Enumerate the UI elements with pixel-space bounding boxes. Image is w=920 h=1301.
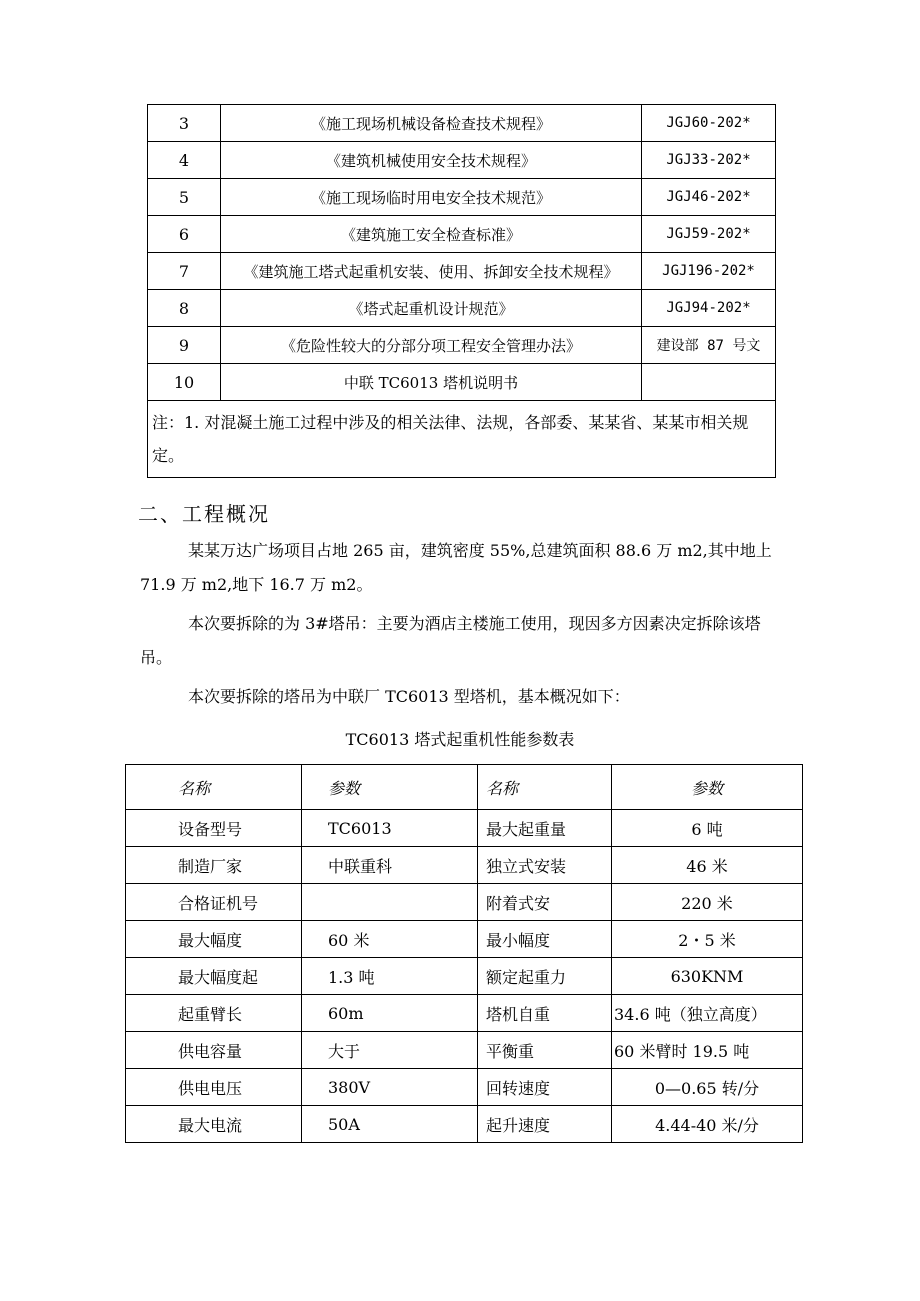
- parameter-value: 2・5 米: [612, 921, 803, 958]
- parameters-row: [126, 1069, 803, 1106]
- parameter-value: 50A: [302, 1106, 478, 1143]
- overview-paragraph-3: 本次要拆除的塔吊为中联厂 TC6013 型塔机，基本概况如下：: [188, 687, 630, 706]
- standards-row: [148, 290, 776, 327]
- parameter-name: 独立式安装: [478, 847, 612, 884]
- parameter-name: 起升速度: [478, 1106, 612, 1143]
- parameters-row: [126, 921, 803, 958]
- standard-title: 《施工现场临时用电安全技术规范》: [221, 179, 642, 216]
- parameter-name: 塔机自重: [478, 995, 612, 1032]
- parameter-value: 1.3 吨: [302, 958, 478, 995]
- parameter-value: 0—0.65 转/分: [612, 1069, 803, 1106]
- parameter-value: 中联重科: [302, 847, 478, 884]
- standard-code: JGJ46-202*: [642, 179, 776, 216]
- standard-title: 《建筑施工安全检查标准》: [221, 216, 642, 253]
- standard-number: 8: [148, 290, 221, 327]
- standard-title: 《建筑机械使用安全技术规程》: [221, 142, 642, 179]
- standard-number: 9: [148, 327, 221, 364]
- parameter-name: 最大起重量: [478, 810, 612, 847]
- standards-row: [148, 216, 776, 253]
- parameter-name: 合格证机号: [126, 884, 302, 921]
- parameter-value: 6 吨: [612, 810, 803, 847]
- parameters-row: [126, 884, 803, 921]
- standard-number: 10: [148, 364, 221, 401]
- parameter-value: 34.6 吨（独立高度）: [612, 995, 803, 1032]
- standards-row: [148, 253, 776, 290]
- parameters-header-cell: 参数: [612, 765, 803, 810]
- standards-note-row: [148, 401, 776, 478]
- standard-title: 《危险性较大的分部分项工程安全管理办法》: [221, 327, 642, 364]
- parameter-value: 4.44-40 米/分: [612, 1106, 803, 1143]
- parameters-row: [126, 1106, 803, 1143]
- parameter-name: 额定起重力: [478, 958, 612, 995]
- parameters-table: [125, 764, 803, 1143]
- parameter-value: 380V: [302, 1069, 478, 1106]
- parameter-value: 60m: [302, 995, 478, 1032]
- parameters-header-cell: 名称: [478, 765, 612, 810]
- parameters-row: [126, 810, 803, 847]
- parameters-row: [126, 958, 803, 995]
- parameter-name: 起重臂长: [126, 995, 302, 1032]
- parameter-name: 最小幅度: [478, 921, 612, 958]
- standard-title: 中联 TC6013 塔机说明书: [221, 364, 642, 401]
- parameter-value: 60 米: [302, 921, 478, 958]
- parameters-header-cell: 名称: [126, 765, 302, 810]
- parameter-name: 最大电流: [126, 1106, 302, 1143]
- parameter-value: 大于: [302, 1032, 478, 1069]
- parameter-name: 回转速度: [478, 1069, 612, 1106]
- standard-number: 5: [148, 179, 221, 216]
- standards-row: [148, 327, 776, 364]
- standard-number: 7: [148, 253, 221, 290]
- standard-title: 《施工现场机械设备检查技术规程》: [221, 105, 642, 142]
- standard-code: JGJ196-202*: [642, 253, 776, 290]
- standards-row: [148, 364, 776, 401]
- standards-note: 注：1. 对混凝土施工过程中涉及的相关法律、法规，各部委、某某省、某某市相关规定。: [148, 401, 776, 478]
- parameter-value: 46 米: [612, 847, 803, 884]
- parameters-row: [126, 1032, 803, 1069]
- section-heading: 二、工程概况: [138, 502, 270, 526]
- standard-number: 3: [148, 105, 221, 142]
- standard-code: 建设部 87 号文: [642, 327, 776, 364]
- parameter-value: 630KNM: [612, 958, 803, 995]
- parameter-value: 220 米: [612, 884, 803, 921]
- standard-title: 《建筑施工塔式起重机安装、使用、拆卸安全技术规程》: [221, 253, 642, 290]
- standards-row: [148, 179, 776, 216]
- standard-title: 《塔式起重机设计规范》: [221, 290, 642, 327]
- standard-code: [642, 364, 776, 401]
- standard-number: 6: [148, 216, 221, 253]
- parameter-name: 供电电压: [126, 1069, 302, 1106]
- parameters-row: [126, 847, 803, 884]
- parameter-value: TC6013: [302, 810, 478, 847]
- parameter-value: 60 米臂时 19.5 吨: [612, 1032, 803, 1069]
- standards-row: [148, 105, 776, 142]
- parameter-name: 设备型号: [126, 810, 302, 847]
- standard-number: 4: [148, 142, 221, 179]
- parameters-header-row: [126, 765, 803, 810]
- parameter-name: 附着式安: [478, 884, 612, 921]
- standards-row: [148, 142, 776, 179]
- standard-code: JGJ59-202*: [642, 216, 776, 253]
- overview-paragraph-2: 本次要拆除的为 3#塔吊：主要为酒店主楼施工使用，现因多方因素决定拆除该塔吊。: [140, 614, 761, 667]
- table-caption: TC6013 塔式起重机性能参数表: [345, 730, 575, 749]
- parameters-header-cell: 参数: [302, 765, 478, 810]
- overview-paragraph-1: 某某万达广场项目占地 265 亩，建筑密度 55%,总建筑面积 88.6 万 m2,其中地上 71.9 万 m2,地下 16.7 万 m2。: [140, 541, 772, 594]
- standard-code: JGJ94-202*: [642, 290, 776, 327]
- parameter-name: 制造厂家: [126, 847, 302, 884]
- parameter-name: 最大幅度起: [126, 958, 302, 995]
- standard-code: JGJ33-202*: [642, 142, 776, 179]
- standard-code: JGJ60-202*: [642, 105, 776, 142]
- parameter-name: 最大幅度: [126, 921, 302, 958]
- standards-table: [147, 104, 776, 478]
- parameter-name: 供电容量: [126, 1032, 302, 1069]
- parameter-value: [302, 884, 478, 921]
- parameter-name: 平衡重: [478, 1032, 612, 1069]
- parameters-row: [126, 995, 803, 1032]
